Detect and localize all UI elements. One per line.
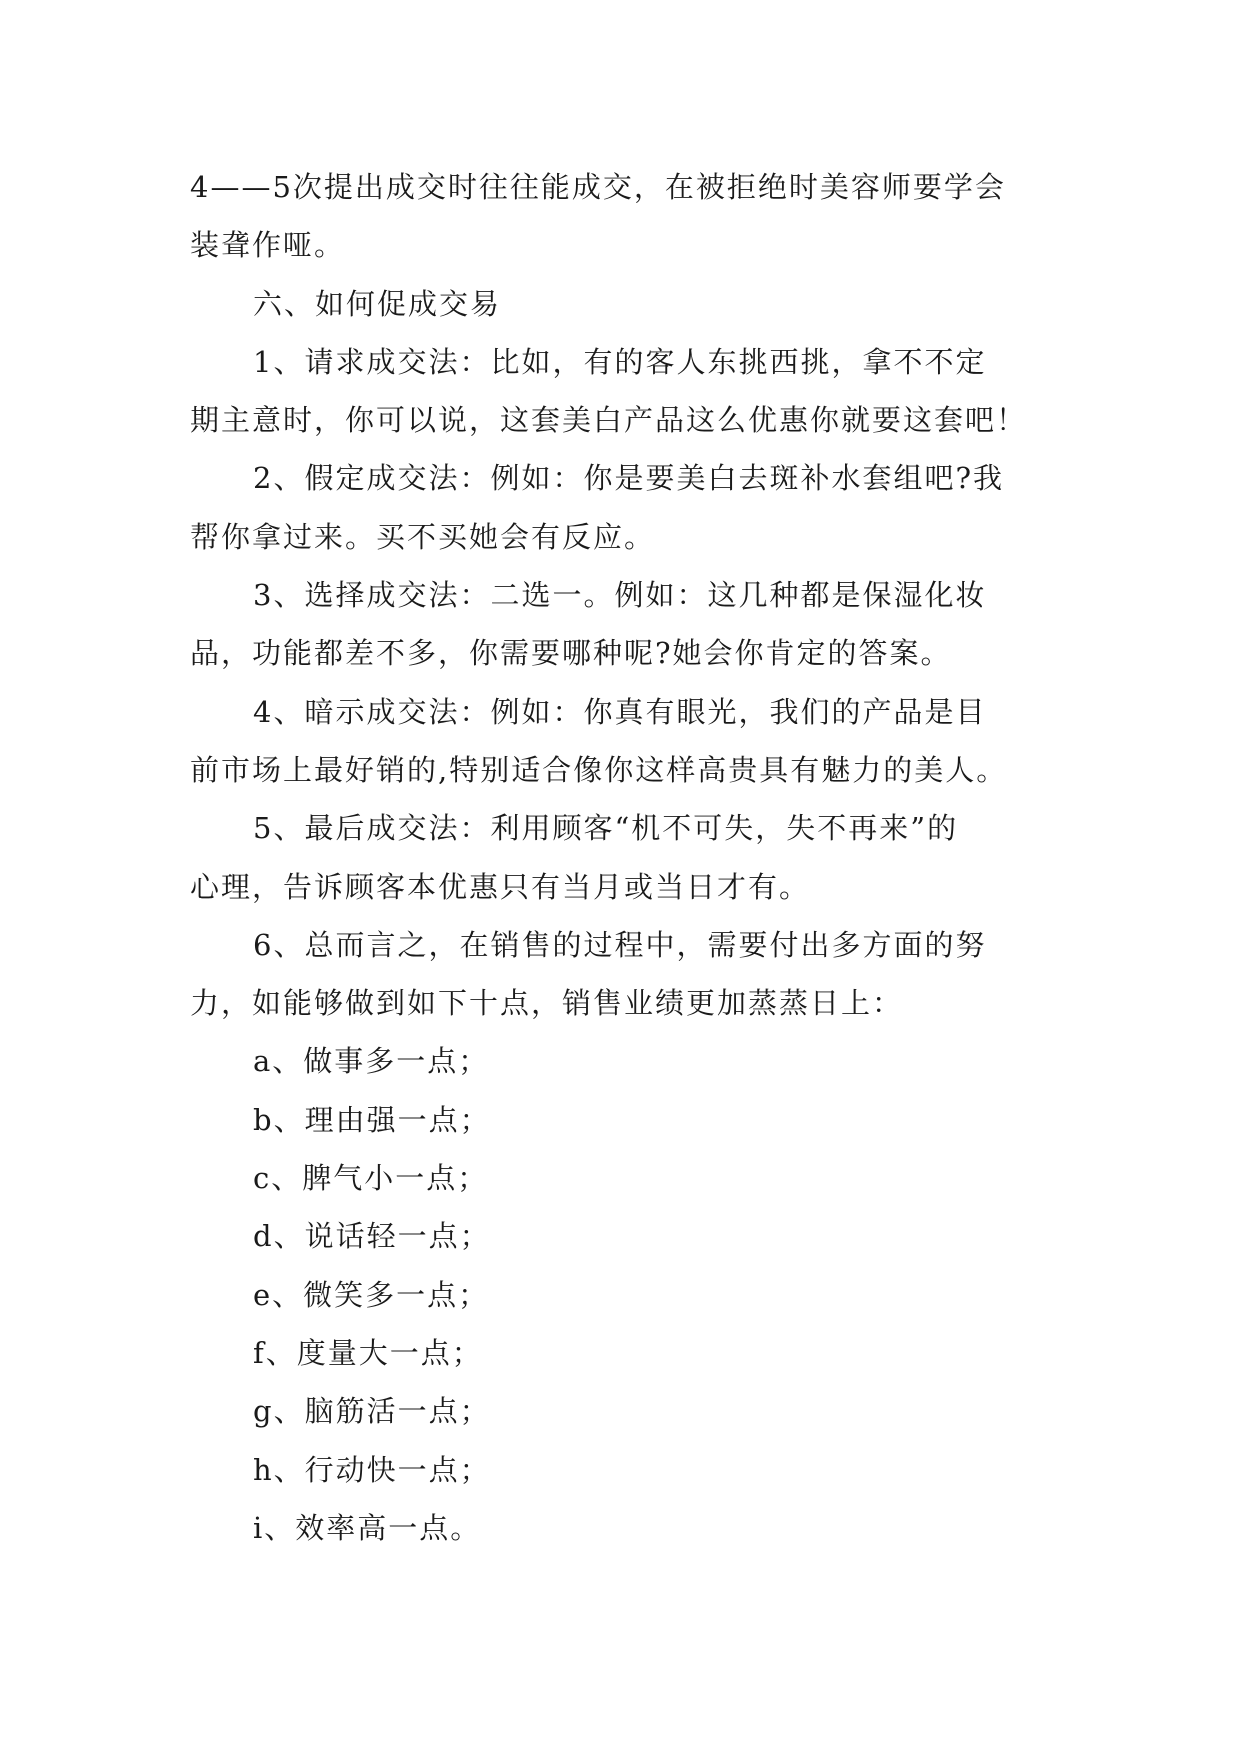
document-page — [190, 158, 1050, 1557]
paragraph-line: 品，功能都差不多，你需要哪种呢?她会你肯定的答案。 — [190, 636, 952, 671]
list-item: c、脾气小一点； — [253, 1161, 489, 1196]
paragraph-line: 期主意时，你可以说，这套美白产品这么优惠你就要这套吧！ — [190, 403, 1028, 438]
list-item: i、效率高一点。 — [253, 1510, 482, 1545]
list-item: a、做事多一点； — [253, 1044, 490, 1079]
paragraph-line: 前市场上最好销的,特别适合像你这样高贵具有魅力的美人。 — [190, 752, 1008, 787]
paragraph-line: 3、选择成交法：二选一。例如：这几种都是保湿化妆 — [253, 578, 987, 613]
list-item: b、理由强一点； — [253, 1102, 491, 1137]
paragraph-line: 4——5次提出成交时往往能成交，在被拒绝时美容师要学会 — [190, 170, 1006, 204]
paragraph-line: 1、请求成交法：比如，有的客人东挑西挑，拿不不定 — [253, 344, 987, 379]
paragraph-line: 4、暗示成交法：例如：你真有眼光，我们的产品是目 — [253, 694, 987, 729]
paragraph-line: 6、总而言之，在销售的过程中，需要付出多方面的努 — [253, 927, 987, 962]
paragraph-line: 帮你拿过来。买不买她会有反应。 — [190, 519, 656, 554]
paragraph-line: 力，如能够做到如下十点，销售业绩更加蒸蒸日上： — [190, 986, 904, 1021]
paragraph-line: 5、最后成交法：利用顾客“机不可失，失不再来”的 — [253, 811, 959, 846]
list-item: g、脑筋活一点； — [253, 1394, 491, 1429]
paragraph-line: 心理，告诉顾客本优惠只有当月或当日才有。 — [190, 869, 811, 904]
paragraph-line: 装聋作哑。 — [190, 228, 346, 263]
list-item: e、微笑多一点； — [253, 1277, 490, 1312]
section-heading: 六、如何促成交易 — [253, 286, 502, 321]
list-item: d、说话轻一点； — [253, 1219, 491, 1254]
list-item: f、度量大一点； — [253, 1335, 483, 1370]
paragraph-line: 2、假定成交法：例如：你是要美白去斑补水套组吧?我 — [253, 461, 1004, 496]
list-item: h、行动快一点； — [253, 1452, 491, 1487]
